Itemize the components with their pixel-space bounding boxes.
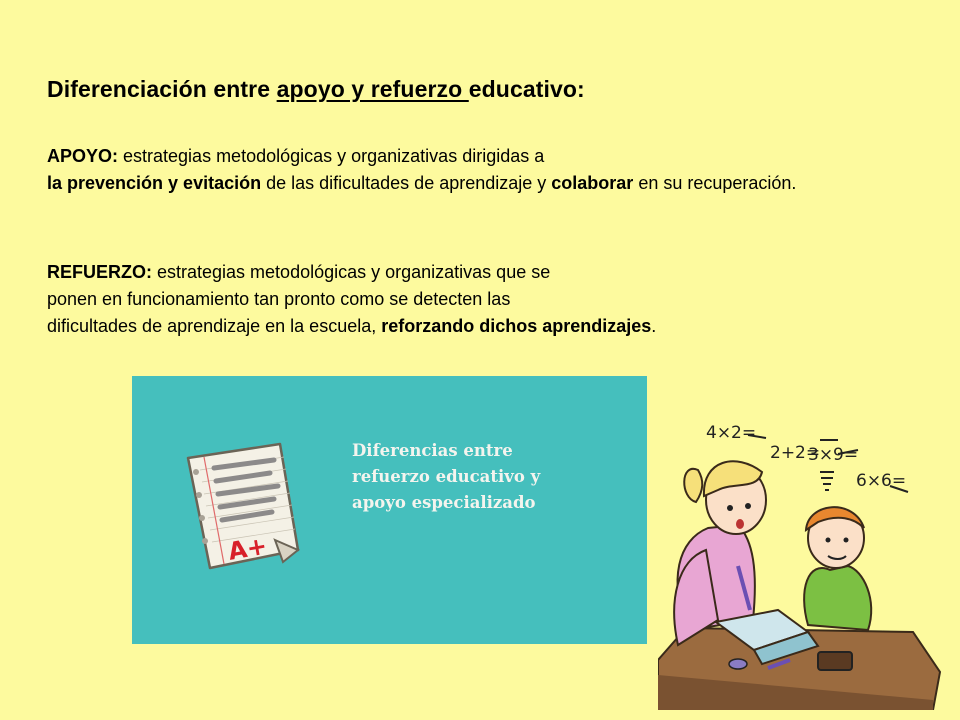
apoyo-text-1: estrategias metodológicas y organizativas dirigidas a [118, 146, 545, 166]
apoyo-label: APOYO: [47, 146, 119, 166]
refuerzo-end: . [651, 316, 657, 336]
refuerzo-text-3: dificultades de aprendizaje en la escuela, [47, 316, 382, 336]
apoyo-text-3: en su recuperación. [633, 173, 797, 193]
card-title-line: refuerzo educativo y [352, 467, 541, 486]
page-title [47, 76, 585, 103]
card-title [352, 438, 612, 516]
apoyo-text-2: de las dificultades de aprendizaje y [261, 173, 552, 193]
card-title-line: apoyo especializado [352, 493, 536, 512]
equation-text: 3×9= [808, 445, 859, 465]
apoyo-bold-2: colaborar [551, 173, 634, 193]
equation-text: 2+2= [770, 443, 821, 463]
graded-paper-icon [180, 440, 305, 580]
title-underlined: apoyo y refuerzo [276, 76, 469, 102]
refuerzo-text-1: estrategias metodológicas y organizativas que se [152, 262, 551, 282]
refuerzo-paragraph [47, 259, 927, 340]
card-title-line: Diferencias entre [352, 441, 513, 460]
title-suffix: educativo: [468, 76, 585, 102]
equation-text: 4×2= [706, 423, 757, 443]
study-illustration [658, 410, 954, 710]
apoyo-paragraph [47, 143, 927, 197]
title-prefix: Diferenciación entre [47, 76, 277, 102]
grade-text: A+ [226, 531, 270, 566]
refuerzo-text-2: ponen en funcionamiento tan pronto como se detecten las [47, 289, 511, 309]
comparison-card-image [132, 376, 647, 644]
refuerzo-label: REFUERZO: [47, 262, 152, 282]
apoyo-bold-1: la prevención y evitación [47, 173, 262, 193]
equation-text: 6×6= [856, 471, 907, 491]
refuerzo-bold: reforzando dichos aprendizajes [381, 316, 652, 336]
